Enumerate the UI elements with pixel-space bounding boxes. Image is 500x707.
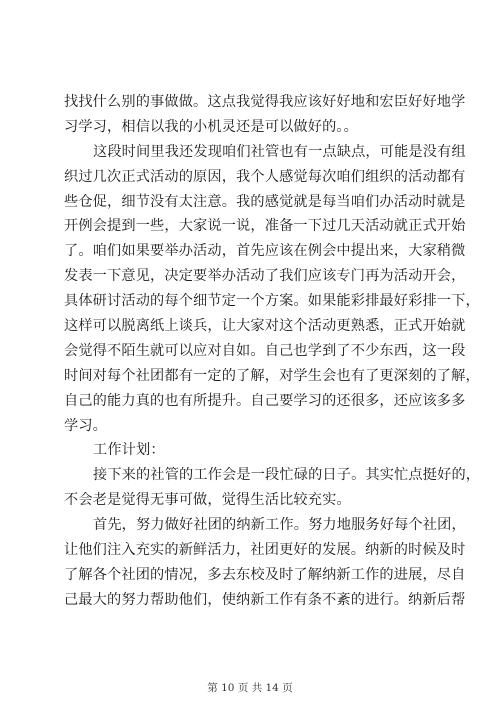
text-line: 开例会提到一些，大家说一说，准备一下过几天活动就正式开始 (64, 218, 466, 235)
text-line: 让他们注入充实的新鲜活力，社团更好的发展。纳新的时候及时 (64, 542, 466, 559)
text-line: 这样可以脱离纸上谈兵，让大家对这个活动更熟悉，正式开始就 (64, 318, 466, 335)
text-line: 些仓促，细节没有太注意。我的感觉就是每当咱们办活动时就是 (64, 193, 466, 210)
page-number-footer: 第 10 页 共 14 页 (207, 682, 293, 694)
text-line: 发表一下意见，决定要举办活动了我们应该专门再为活动开会， (64, 268, 466, 285)
text-line: 己最大的努力帮助他们，使纳新工作有条不紊的进行。纳新后帮 (64, 591, 466, 608)
text-line: 工作计划： (93, 442, 165, 459)
text-line: 找找什么别的事做做。这点我觉得我应该好好地和宏臣好好地学 (64, 94, 466, 110)
text-line: 自己的能力真的也有所提升。自己要学习的还很多，还应该多多 (64, 392, 466, 409)
text-line: 这段时间里我还发现咱们社管也有一点缺点，可能是没有组 (93, 143, 466, 160)
text-line: 接下来的社管的工作会是一段忙碌的日子。其实忙点挺好的， (93, 467, 481, 484)
text-line: 不会老是觉得无事可做，觉得生活比较充实。 (64, 492, 351, 509)
text-line: 了。咱们如果要举办活动，首先应该在例会中提出来，大家稍微 (64, 243, 466, 260)
text-line: 时间对每个社团都有一定的了解，对学生会也有了更深刻的了解， (64, 367, 480, 384)
text-line: 织过几次正式活动的原因，我个人感觉每次咱们组织的活动都有 (64, 168, 466, 185)
text-line: 会觉得不陌生就可以应对自如。自己也学到了不少东西，这一段 (64, 342, 466, 359)
document-body (64, 90, 481, 613)
text-line: 习学习，相信以我的小机灵还是可以做好的。。 (64, 118, 358, 135)
text-line: 了解各个社团的情况，多去东校及时了解纳新工作的进展，尽自 (64, 566, 466, 583)
text-line: 学习。 (64, 417, 108, 434)
text-line: 具体研讨活动的每个细节定一个方案。如果能彩排最好彩排一下， (64, 293, 480, 310)
text-line: 首先，努力做好社团的纳新工作。努力地服务好每个社团， (93, 517, 466, 534)
